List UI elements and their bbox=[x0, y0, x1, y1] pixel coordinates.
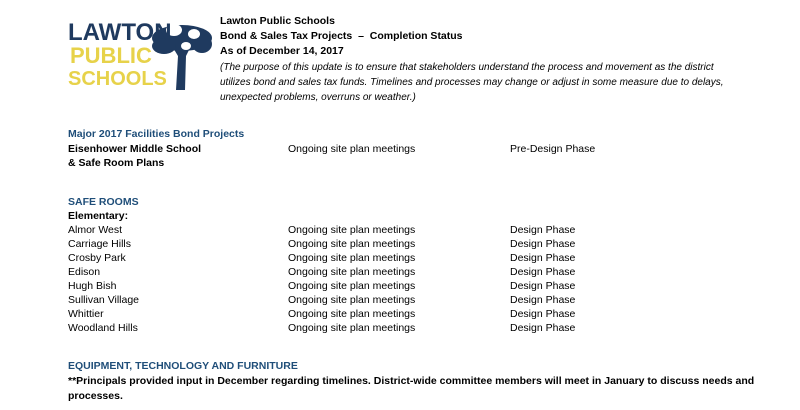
table-row bbox=[68, 265, 768, 279]
project-phase: Pre-Design Phase bbox=[510, 143, 596, 155]
school-name: Crosby Park bbox=[68, 252, 126, 264]
school-name: Whittier bbox=[68, 308, 104, 320]
document-header bbox=[220, 14, 740, 105]
school-status: Ongoing site plan meetings bbox=[288, 224, 416, 236]
org-name: Lawton Public Schools bbox=[220, 15, 335, 27]
equipment-section-title: EQUIPMENT, TECHNOLOGY AND FURNITURE bbox=[68, 360, 298, 372]
table-row bbox=[68, 293, 768, 307]
logo-word-schools: SCHOOLS bbox=[68, 68, 167, 90]
school-phase: Design Phase bbox=[510, 308, 576, 320]
equipment-note: **Principals provided input in December regarding timelines. District-wide committee members will meet in January to discuss needs and processes. bbox=[68, 375, 755, 402]
as-of-date: As of December 14, 2017 bbox=[220, 45, 344, 57]
school-name: Hugh Bish bbox=[68, 280, 117, 292]
logo-word-public: PUBLIC bbox=[70, 43, 152, 68]
project-name: Eisenhower Middle School bbox=[68, 143, 202, 155]
table-row bbox=[68, 237, 768, 251]
table-row bbox=[68, 307, 768, 321]
table-row bbox=[68, 321, 768, 335]
school-phase: Design Phase bbox=[510, 266, 576, 278]
document-subtitle: Bond & Sales Tax Projects – Completion Status bbox=[220, 30, 463, 42]
school-name: Edison bbox=[68, 266, 101, 278]
school-status: Ongoing site plan meetings bbox=[288, 280, 416, 292]
school-phase: Design Phase bbox=[510, 252, 576, 264]
table-row bbox=[68, 223, 768, 237]
school-status: Ongoing site plan meetings bbox=[288, 266, 416, 278]
school-phase: Design Phase bbox=[510, 224, 576, 236]
school-status: Ongoing site plan meetings bbox=[288, 294, 416, 306]
elementary-subheading-row bbox=[68, 209, 768, 223]
table-row bbox=[68, 251, 768, 265]
school-name: Carriage Hills bbox=[68, 238, 132, 250]
project-name-cont: & Safe Room Plans bbox=[68, 157, 165, 169]
school-status: Ongoing site plan meetings bbox=[288, 322, 416, 334]
school-status: Ongoing site plan meetings bbox=[288, 252, 416, 264]
school-phase: Design Phase bbox=[510, 280, 576, 292]
school-phase: Design Phase bbox=[510, 238, 576, 250]
table-row bbox=[68, 279, 768, 293]
logo-word-lawton: LAWTON bbox=[68, 19, 172, 46]
safe-rooms-title: SAFE ROOMS bbox=[68, 196, 139, 208]
school-status: Ongoing site plan meetings bbox=[288, 308, 416, 320]
school-name: Almor West bbox=[68, 224, 123, 236]
school-name: Sullivan Village bbox=[68, 294, 140, 306]
district-logo bbox=[68, 16, 218, 94]
school-status: Ongoing site plan meetings bbox=[288, 238, 416, 250]
bond-project-row bbox=[68, 142, 768, 156]
bond-project-row-cont bbox=[68, 156, 768, 170]
purpose-statement: (The purpose of this update is to ensure that stakeholders understand the process and movement as the district utilizes bond and sales tax funds. Timelines and processes may change or adjust in some measure due to delays, unexpected problems, overruns or weather.) bbox=[220, 62, 724, 103]
elementary-subheading: Elementary: bbox=[68, 210, 129, 222]
project-status: Ongoing site plan meetings bbox=[288, 143, 416, 155]
school-name: Woodland Hills bbox=[68, 322, 138, 334]
school-phase: Design Phase bbox=[510, 322, 576, 334]
school-phase: Design Phase bbox=[510, 294, 576, 306]
bond-section-title: Major 2017 Facilities Bond Projects bbox=[68, 128, 245, 140]
